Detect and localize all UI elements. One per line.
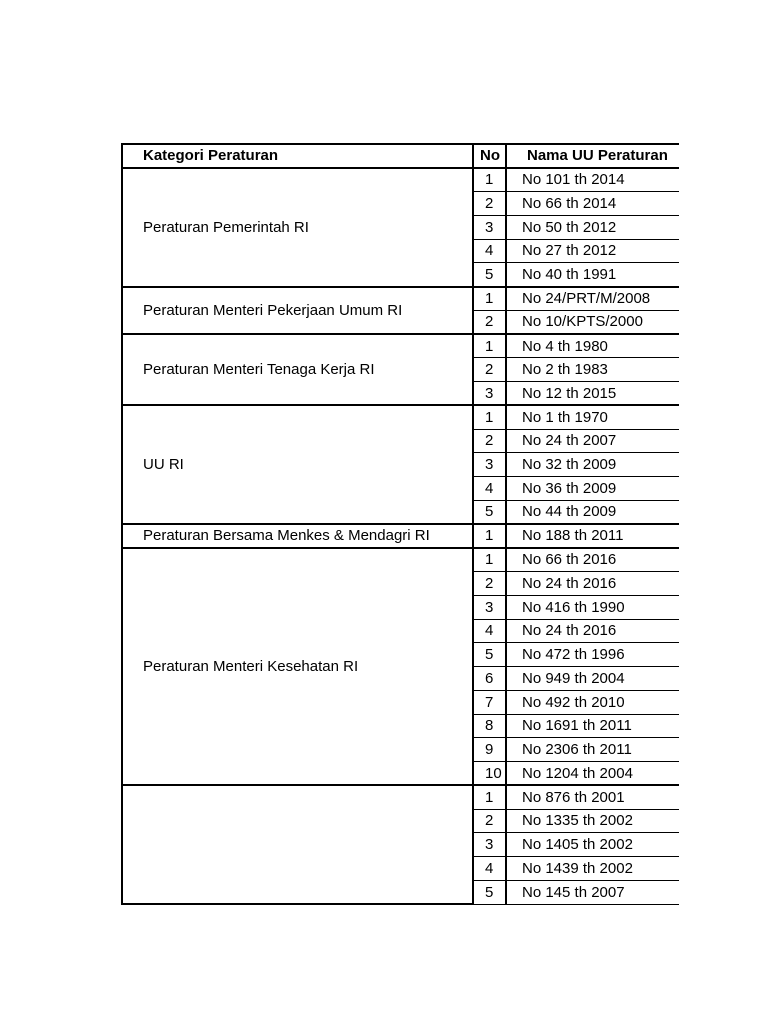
row-number-cell: 3 xyxy=(473,382,506,406)
row-number-cell: 5 xyxy=(473,643,506,667)
row-number-cell: 1 xyxy=(473,405,506,429)
row-number-cell: 1 xyxy=(473,287,506,311)
row-number-cell: 5 xyxy=(473,500,506,524)
row-number-cell: 2 xyxy=(473,310,506,334)
table-row xyxy=(122,287,679,311)
regulation-name-cell: No 24 th 2007 xyxy=(506,429,679,453)
table-row xyxy=(122,785,679,809)
row-number-cell: 2 xyxy=(473,358,506,382)
regulation-name-cell: No 24 th 2016 xyxy=(506,572,679,596)
table-row xyxy=(122,405,679,429)
category-cell: Peraturan Bersama Menkes & Mendagri RI xyxy=(122,524,473,548)
header-category: Kategori Peraturan xyxy=(122,144,473,168)
header-name: Nama UU Peraturan xyxy=(506,144,679,168)
regulation-name-cell: No 1691 th 2011 xyxy=(506,714,679,738)
category-cell: Peraturan Menteri Tenaga Kerja RI xyxy=(122,334,473,405)
row-number-cell: 9 xyxy=(473,738,506,762)
regulation-name-cell: No 1439 th 2002 xyxy=(506,857,679,881)
table-row xyxy=(122,548,679,572)
row-number-cell: 3 xyxy=(473,595,506,619)
row-number-cell: 10 xyxy=(473,762,506,786)
regulation-name-cell: No 1405 th 2002 xyxy=(506,833,679,857)
header-row xyxy=(122,144,679,168)
regulation-name-cell: No 1 th 1970 xyxy=(506,405,679,429)
row-number-cell: 1 xyxy=(473,168,506,192)
row-number-cell: 7 xyxy=(473,690,506,714)
row-number-cell: 2 xyxy=(473,429,506,453)
regulation-name-cell: No 4 th 1980 xyxy=(506,334,679,358)
table-body xyxy=(122,168,679,904)
row-number-cell: 4 xyxy=(473,619,506,643)
row-number-cell: 1 xyxy=(473,524,506,548)
regulation-name-cell: No 472 th 1996 xyxy=(506,643,679,667)
row-number-cell: 8 xyxy=(473,714,506,738)
regulation-name-cell: No 24 th 2016 xyxy=(506,619,679,643)
regulation-name-cell: No 27 th 2012 xyxy=(506,239,679,263)
row-number-cell: 1 xyxy=(473,548,506,572)
regulation-name-cell: No 12 th 2015 xyxy=(506,382,679,406)
row-number-cell: 5 xyxy=(473,880,506,904)
category-cell: Peraturan Menteri Pekerjaan Umum RI xyxy=(122,287,473,335)
regulation-name-cell: No 36 th 2009 xyxy=(506,477,679,501)
regulation-name-cell: No 188 th 2011 xyxy=(506,524,679,548)
row-number-cell: 1 xyxy=(473,785,506,809)
row-number-cell: 2 xyxy=(473,809,506,833)
table-row xyxy=(122,168,679,192)
row-number-cell: 4 xyxy=(473,477,506,501)
regulation-name-cell: No 32 th 2009 xyxy=(506,453,679,477)
category-cell: Peraturan Pemerintah RI xyxy=(122,168,473,287)
regulation-name-cell: No 10/KPTS/2000 xyxy=(506,310,679,334)
row-number-cell: 3 xyxy=(473,833,506,857)
regulation-name-cell: No 145 th 2007 xyxy=(506,880,679,904)
row-number-cell: 3 xyxy=(473,453,506,477)
row-number-cell: 2 xyxy=(473,192,506,216)
regulation-name-cell: No 66 th 2014 xyxy=(506,192,679,216)
category-cell xyxy=(122,785,473,904)
regulation-name-cell: No 2306 th 2011 xyxy=(506,738,679,762)
category-cell: Peraturan Menteri Kesehatan RI xyxy=(122,548,473,786)
header-no: No xyxy=(473,144,506,168)
row-number-cell: 3 xyxy=(473,215,506,239)
regulation-name-cell: No 44 th 2009 xyxy=(506,500,679,524)
category-cell: UU RI xyxy=(122,405,473,524)
row-number-cell: 6 xyxy=(473,667,506,691)
regulation-name-cell: No 40 th 1991 xyxy=(506,263,679,287)
regulation-name-cell: No 101 th 2014 xyxy=(506,168,679,192)
regulation-name-cell: No 50 th 2012 xyxy=(506,215,679,239)
row-number-cell: 1 xyxy=(473,334,506,358)
regulation-name-cell: No 24/PRT/M/2008 xyxy=(506,287,679,311)
row-number-cell: 4 xyxy=(473,239,506,263)
regulation-name-cell: No 416 th 1990 xyxy=(506,595,679,619)
regulations-table xyxy=(121,143,679,905)
regulation-name-cell: No 66 th 2016 xyxy=(506,548,679,572)
regulation-name-cell: No 1335 th 2002 xyxy=(506,809,679,833)
row-number-cell: 2 xyxy=(473,572,506,596)
regulation-name-cell: No 876 th 2001 xyxy=(506,785,679,809)
regulation-name-cell: No 949 th 2004 xyxy=(506,667,679,691)
row-number-cell: 5 xyxy=(473,263,506,287)
row-number-cell: 4 xyxy=(473,857,506,881)
table-row xyxy=(122,524,679,548)
regulation-name-cell: No 1204 th 2004 xyxy=(506,762,679,786)
table-row xyxy=(122,334,679,358)
regulation-name-cell: No 492 th 2010 xyxy=(506,690,679,714)
regulation-name-cell: No 2 th 1983 xyxy=(506,358,679,382)
